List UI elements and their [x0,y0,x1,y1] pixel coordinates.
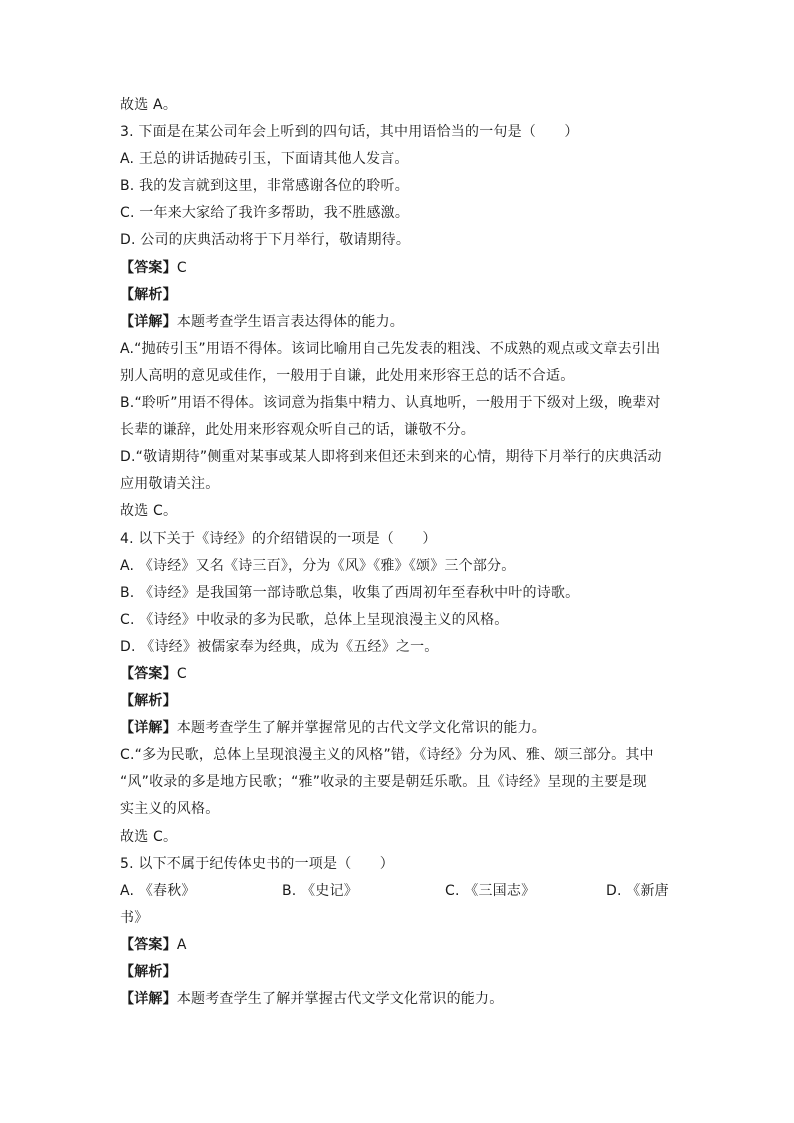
answer-tag: 【答案】 [120,936,177,953]
option-b: B. 我的发言就到这里，非常感谢各位的聆听。 [120,178,409,195]
option-a: A. 《春秋》 [120,882,196,899]
question-3: 3. 下面是在某公司年会上听到的四句话，其中用语恰当的一句是（ ） [120,124,579,141]
option-a: A. 《诗经》又名《诗三百》，分为《风》《雅》《颂》三个部分。 [120,557,516,574]
question-5: 5. 以下不属于纪传体史书的一项是（ ） [120,855,395,872]
option-c: C. 一年来大家给了我许多帮助，我不胜感激。 [120,205,410,222]
text-line: A.“抛砖引玉”用语不得体。该词比喻用自己先发表的粗浅、不成熟的观点或文章去引出 [120,340,661,357]
detail-tag: 【详解】 [120,313,177,330]
question-4: 4. 以下关于《诗经》的介绍错误的一项是（ ） [120,530,437,547]
text-line: “风”收录的多是地方民歌；“雅”收录的主要是朝廷乐歌。且《诗经》呈现的主要是现 [120,774,647,791]
option-d: D. 《诗经》被儒家奉为经典，成为《五经》之一。 [120,638,439,655]
analysis-tag: 【解析】 [120,693,177,710]
answer-line [120,932,680,959]
option-c: C. 《三国志》 [445,882,536,899]
option-b: B. 《史记》 [282,882,358,899]
option-d: D. 公司的庆典活动将于下月举行，敬请期待。 [120,232,411,249]
answer-tag: 【答案】 [120,665,177,682]
text-line: 应用敬请关注。 [120,476,220,493]
analysis-line [120,688,680,715]
option-d-continued: 书》 [120,909,149,926]
text-line: 别人高明的意见或佳作，一般用于自谦，此处用来形容王总的话不合适。 [120,367,575,384]
analysis-tag: 【解析】 [120,286,177,303]
document-body [120,92,680,1013]
answer-line [120,255,680,282]
detail-line [120,309,680,336]
text-line: 长辈的谦辞，此处用来形容观众听自己的话，谦敬不分。 [120,422,475,439]
answer-value: C [176,259,187,276]
answer-value: C [176,665,187,682]
option-d: D. 《新唐 [606,882,669,899]
text-line: C.“多为民歌，总体上呈现浪漫主义的风格”错，《诗经》分为风、雅、颂三部分。其中 [120,747,654,764]
analysis-tag: 【解析】 [120,964,177,980]
detail-text: 本题考查学生了解并掌握古代文学文化常识的能力。 [176,991,504,1008]
text-line: D.“敬请期待”侧重对某事或某人即将到来但还未到来的心情，期待下月举行的庆典活动 [120,449,662,466]
text-line: 故选 C。 [120,503,178,520]
detail-text: 本题考查学生语言表达得体的能力。 [176,313,405,330]
text-line: 故选 C。 [120,828,178,845]
detail-line [120,715,680,742]
question-5-options [120,878,680,905]
analysis-line [120,282,680,309]
answer-line [120,661,680,688]
analysis-line [120,959,680,986]
detail-text: 本题考查学生了解并掌握常见的古代文学文化常识的能力。 [176,720,547,737]
option-c: C. 《诗经》中收录的多为民歌，总体上呈现浪漫主义的风格。 [120,611,509,628]
detail-tag: 【详解】 [120,720,177,737]
answer-value: A [176,936,187,953]
option-a: A. 王总的讲话抛砖引玉，下面请其他人发言。 [120,151,409,168]
text-line: B.“聆听”用语不得体。该词意为指集中精力、认真地听，一般用于下级对上级，晚辈对 [120,395,661,412]
option-b: B. 《诗经》是我国第一部诗歌总集，收集了西周初年至春秋中叶的诗歌。 [120,584,580,601]
detail-line [120,986,680,1013]
answer-tag: 【答案】 [120,259,177,276]
text-line: 实主义的风格。 [120,801,220,818]
detail-tag: 【详解】 [120,991,177,1008]
text-line: 故选 A。 [120,97,178,113]
